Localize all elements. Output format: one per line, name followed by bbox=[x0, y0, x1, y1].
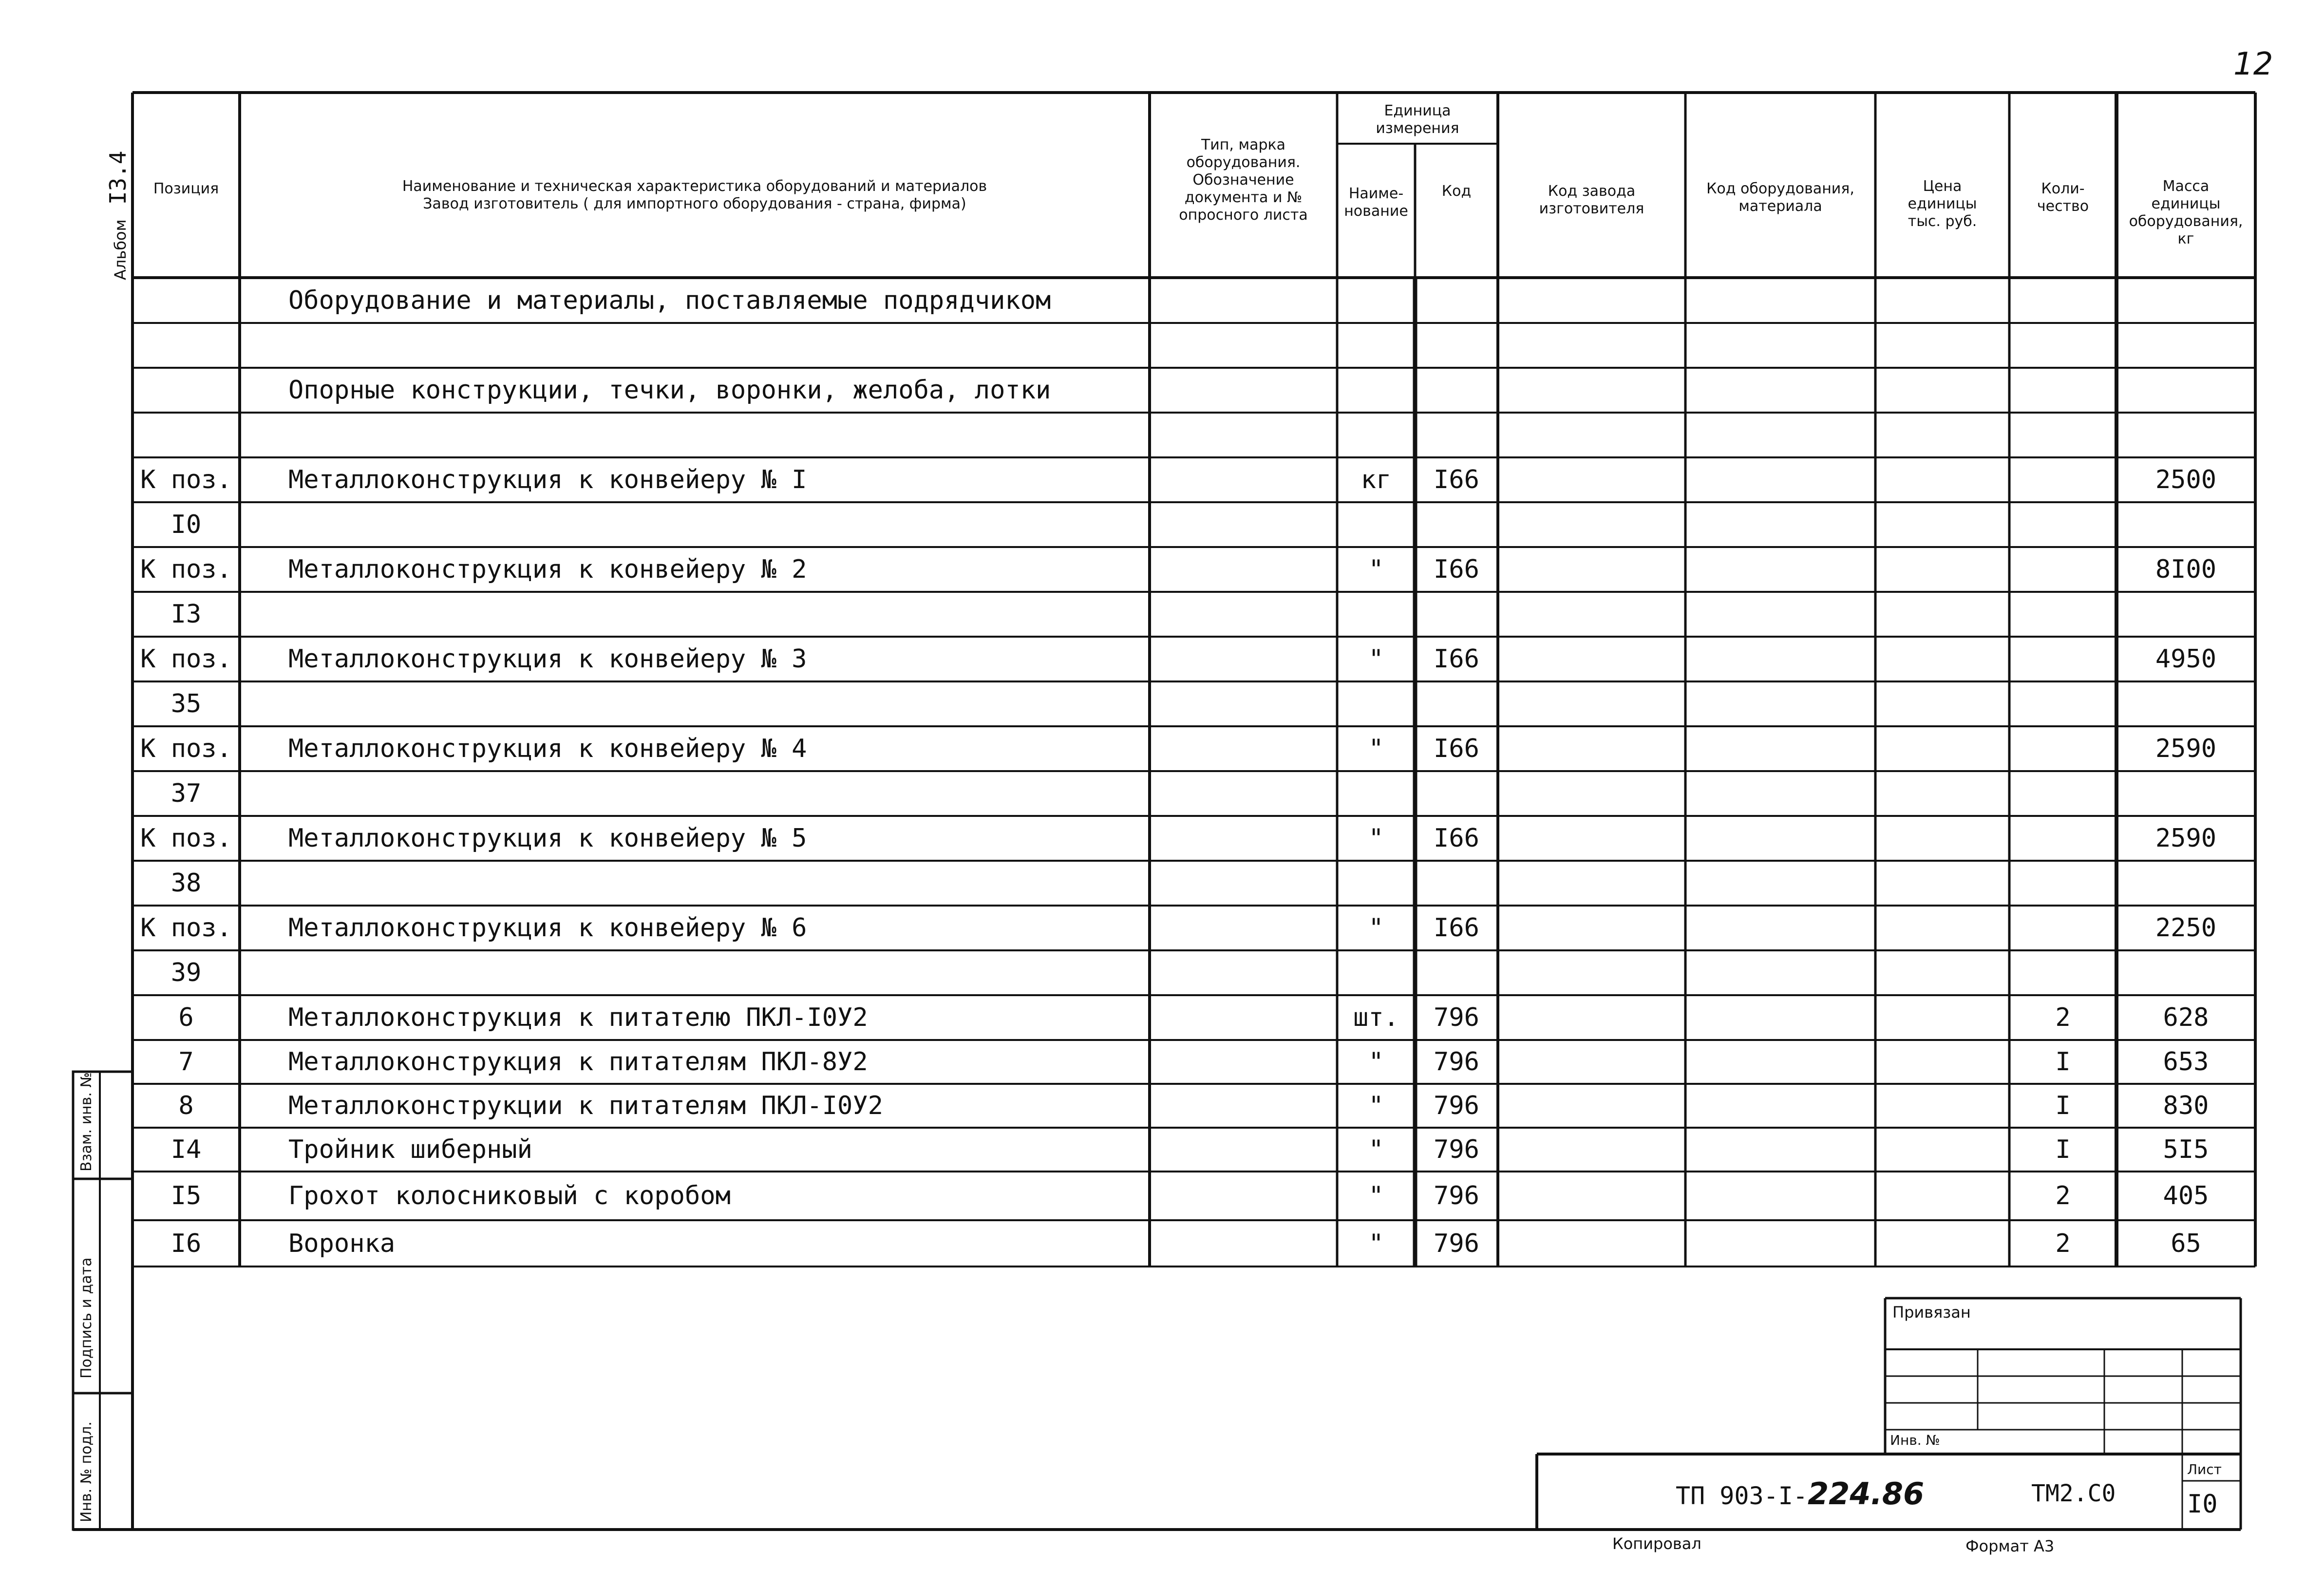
title-doc-section: ТМ2.С0 bbox=[2031, 1480, 2116, 1507]
header-unit-group-line1: Единица bbox=[1384, 102, 1451, 119]
title-doc-code bbox=[1676, 1476, 1924, 1512]
row-code: I66 bbox=[1434, 465, 1479, 494]
header-type-line3: Обозначение bbox=[1192, 171, 1294, 189]
row-mass: 8I00 bbox=[2155, 555, 2217, 584]
header-price-line1: Цена bbox=[1923, 178, 1962, 195]
footer-copied: Копировал bbox=[1612, 1534, 1701, 1553]
row-name: Опорные конструкции, течки, воронки, желоба, лотки bbox=[288, 376, 1051, 405]
row-mass: 4950 bbox=[2155, 644, 2217, 674]
row-mass: 405 bbox=[2163, 1181, 2209, 1210]
header-unit-name-line1: Наиме- bbox=[1348, 185, 1404, 202]
header-factory-code bbox=[1498, 183, 1685, 218]
row-name: Воронка bbox=[288, 1229, 396, 1258]
row-mass: 628 bbox=[2163, 1003, 2209, 1032]
row-unit: кг bbox=[1360, 465, 1392, 494]
album-label-text: Альбом bbox=[111, 219, 130, 280]
row-code: I66 bbox=[1434, 824, 1479, 853]
header-qty-line2: чество bbox=[2037, 198, 2089, 215]
row-name: Металлоконструкции к питателям ПКЛ-I0У2 bbox=[288, 1091, 883, 1120]
header-factory-code-line2: изготовителя bbox=[1539, 200, 1644, 217]
row-name: Грохот колосниковый с коробом bbox=[288, 1181, 731, 1210]
row-unit: " bbox=[1368, 913, 1384, 943]
header-qty-line1: Коли- bbox=[2041, 180, 2085, 197]
row-position: I5 bbox=[170, 1181, 202, 1210]
stamp-signature: Подпись и дата bbox=[78, 1257, 95, 1379]
row-position: 39 bbox=[170, 958, 202, 987]
row-unit: " bbox=[1368, 1229, 1384, 1258]
row-mass: 2500 bbox=[2155, 465, 2217, 494]
header-mass bbox=[2116, 178, 2255, 248]
row-quantity: 2 bbox=[2055, 1003, 2071, 1032]
row-position: I4 bbox=[170, 1135, 202, 1164]
row-mass: 2250 bbox=[2155, 913, 2217, 943]
title-doc-code-number: 224.86 bbox=[1807, 1476, 1925, 1512]
header-mass-line3: оборудования, bbox=[2129, 213, 2243, 230]
album-label bbox=[105, 151, 131, 280]
header-name-line2: Завод изготовитель ( для импортного оборудования - страна, фирма) bbox=[423, 195, 966, 212]
header-unit-group-line2: измерения bbox=[1376, 120, 1459, 137]
row-mass: 653 bbox=[2163, 1047, 2209, 1077]
header-factory-code-line1: Код завода bbox=[1548, 183, 1636, 200]
row-code: I66 bbox=[1434, 555, 1479, 584]
footer-format: Формат А3 bbox=[1965, 1537, 2055, 1555]
header-price-line3: тыс. руб. bbox=[1908, 213, 1977, 230]
row-position: I6 bbox=[170, 1229, 202, 1258]
row-unit: " bbox=[1368, 644, 1384, 674]
header-price-line2: единицы bbox=[1908, 195, 1977, 212]
row-position: 35 bbox=[170, 689, 202, 718]
row-unit: " bbox=[1368, 734, 1384, 763]
header-type-line2: оборудования. bbox=[1186, 154, 1301, 171]
row-code: I66 bbox=[1434, 734, 1479, 763]
row-name: Металлоконструкция к конвейеру № 5 bbox=[288, 824, 807, 853]
row-quantity: I bbox=[2055, 1091, 2071, 1120]
header-type-line5: опросного листа bbox=[1179, 207, 1308, 224]
page-number: 12 bbox=[2233, 46, 2273, 82]
row-code: 796 bbox=[1434, 1003, 1479, 1032]
row-position: К поз. bbox=[140, 555, 232, 584]
row-quantity: I bbox=[2055, 1135, 2071, 1164]
row-position: I0 bbox=[170, 510, 202, 539]
row-position: К поз. bbox=[140, 913, 232, 943]
row-unit: шт. bbox=[1353, 1003, 1399, 1032]
row-unit: " bbox=[1368, 1135, 1384, 1164]
row-position: 8 bbox=[178, 1091, 194, 1120]
row-code: 796 bbox=[1434, 1047, 1479, 1077]
row-mass: 2590 bbox=[2155, 734, 2217, 763]
row-name: Тройник шиберный bbox=[288, 1135, 532, 1164]
header-type-line1: Тип, марка bbox=[1201, 136, 1286, 153]
title-sheet-label: Лист bbox=[2187, 1461, 2222, 1477]
row-position: К поз. bbox=[140, 824, 232, 853]
header-mass-line4: кг bbox=[2177, 230, 2194, 247]
header-mass-line1: Масса bbox=[2162, 178, 2210, 195]
header-equip-code-line2: материала bbox=[1738, 198, 1822, 215]
header-unit-code: Код bbox=[1441, 183, 1472, 200]
header-equip-code bbox=[1685, 180, 1875, 215]
stamp-inv-podl: Инв. № подл. bbox=[78, 1421, 95, 1522]
header-name bbox=[240, 178, 1150, 213]
stamp-inv-zam: Взам. инв. № bbox=[78, 1072, 95, 1172]
row-name: Металлоконструкция к конвейеру № 2 bbox=[288, 555, 807, 584]
row-unit: " bbox=[1368, 1091, 1384, 1120]
row-position: 38 bbox=[170, 869, 202, 898]
row-quantity: I bbox=[2055, 1047, 2071, 1077]
row-position: I3 bbox=[170, 600, 202, 629]
row-name: Металлоконструкция к питателям ПКЛ-8У2 bbox=[288, 1047, 868, 1077]
row-position: 37 bbox=[170, 779, 202, 808]
header-type-line4: документа и № bbox=[1184, 189, 1303, 206]
header-price bbox=[1875, 178, 2009, 230]
row-code: I66 bbox=[1434, 644, 1479, 674]
row-unit: " bbox=[1368, 1047, 1384, 1077]
header-position: Позиция bbox=[153, 180, 219, 197]
row-position: 6 bbox=[178, 1003, 194, 1032]
header-mass-line2: единицы bbox=[2151, 195, 2221, 212]
header-name-line1: Наименование и техническая характеристика оборудований и материалов bbox=[402, 178, 987, 195]
row-quantity: 2 bbox=[2055, 1229, 2071, 1258]
row-name: Оборудование и материалы, поставляемые подрядчиком bbox=[288, 285, 1051, 315]
row-position: К поз. bbox=[140, 644, 232, 674]
header-unit-group bbox=[1337, 102, 1498, 137]
title-sheet-number: I0 bbox=[2187, 1490, 2218, 1519]
header-equip-code-line1: Код оборудования, bbox=[1706, 180, 1854, 197]
row-unit: " bbox=[1368, 824, 1384, 853]
row-quantity: 2 bbox=[2055, 1181, 2071, 1210]
row-name: Металлоконструкция к питателю ПКЛ-I0У2 bbox=[288, 1003, 868, 1032]
row-code: I66 bbox=[1434, 913, 1479, 943]
row-unit: " bbox=[1368, 555, 1384, 584]
header-qty bbox=[2009, 180, 2116, 215]
row-position: 7 bbox=[178, 1047, 194, 1077]
row-position: К поз. bbox=[140, 734, 232, 763]
album-number: I3.4 bbox=[105, 151, 131, 205]
row-unit: " bbox=[1368, 1181, 1384, 1210]
row-mass: 830 bbox=[2163, 1091, 2209, 1120]
row-name: Металлоконструкция к конвейеру № 4 bbox=[288, 734, 807, 763]
header-type bbox=[1150, 136, 1337, 224]
row-code: 796 bbox=[1434, 1181, 1479, 1210]
row-mass: 65 bbox=[2171, 1229, 2201, 1258]
row-mass: 2590 bbox=[2155, 824, 2217, 853]
row-code: 796 bbox=[1434, 1229, 1479, 1258]
title-doc-code-prefix: ТП 903-I- bbox=[1676, 1482, 1808, 1510]
row-position: К поз. bbox=[140, 465, 232, 494]
header-unit-name bbox=[1337, 185, 1415, 220]
header-unit-name-line2: нование bbox=[1344, 203, 1408, 220]
row-name: Металлоконструкция к конвейеру № 3 bbox=[288, 644, 807, 674]
title-inv-no: Инв. № bbox=[1890, 1432, 1940, 1448]
row-name: Металлоконструкция к конвейеру № 6 bbox=[288, 913, 807, 943]
row-mass: 5I5 bbox=[2163, 1135, 2209, 1164]
row-name: Металлоконструкция к конвейеру № I bbox=[288, 465, 807, 494]
title-privyazan: Привязан bbox=[1892, 1303, 1971, 1322]
row-code: 796 bbox=[1434, 1135, 1479, 1164]
row-code: 796 bbox=[1434, 1091, 1479, 1120]
